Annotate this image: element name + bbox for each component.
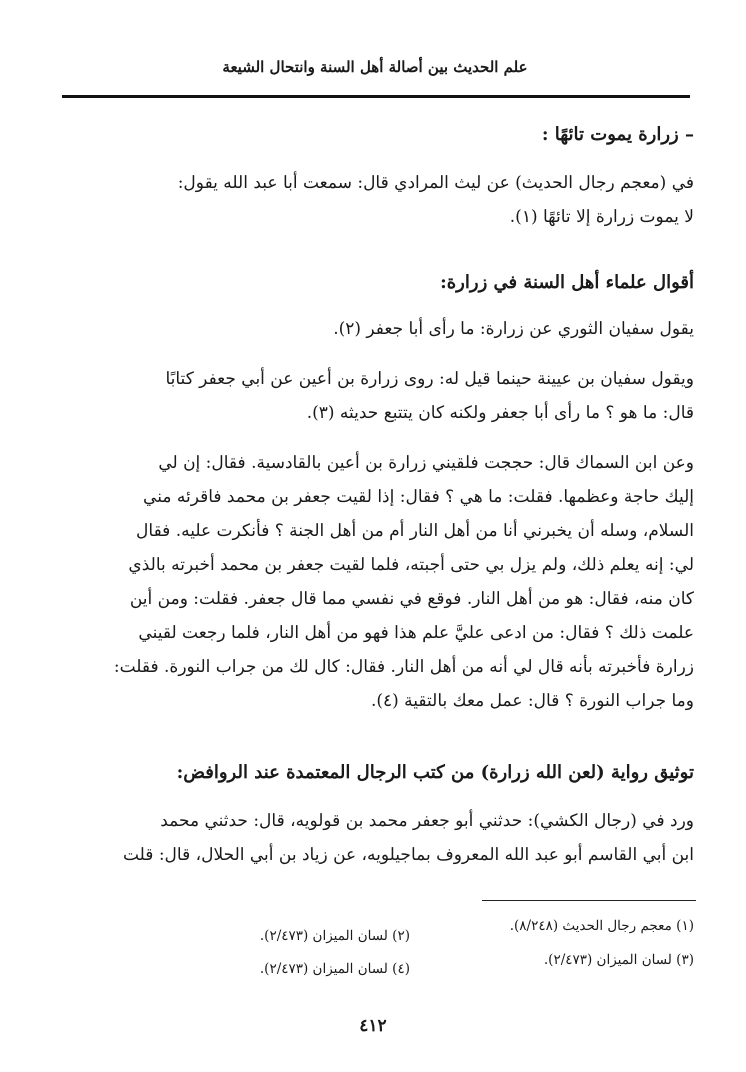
section-heading-sunni-scholars: أقوال علماء أهل السنة في زرارة: [440,272,694,293]
text-line: علمت ذلك ؟ فقال: من ادعى عليَّ علم هذا فهو من أهل النار، فلما رجعت لقيني [138,623,694,643]
text-line: كان منه، فقال: هو من أهل النار. فوقع في نفسي مما قال جعفر. فقلت: ومن أين [129,589,694,609]
text-line: وما جراب النورة ؟ قال: عمل معك بالتقية (٤). [370,691,694,711]
paragraph-thawri [62,312,694,346]
text-line: ويقول سفيان بن عيينة حينما قيل له: روى زرارة بن أعين عن أبي جعفر كتابًا [165,369,694,389]
footnote-3: (٣) لسان الميزان (٢/٤٧٣). [543,952,694,968]
paragraph-uyayna [62,362,694,430]
text-line: قال: ما هو ؟ ما رأى أبا جعفر ولكنه كان يتتبع حديثه (٣). [306,403,694,423]
text-line: لا يموت زرارة إلا تائهًا (١). [509,207,694,227]
text-line: زرارة فأخبرته بأنه قال لي أنه من أهل النار. فقال: كال لك من جراب النورة. فقلت: [113,657,694,677]
paragraph-ibn-sammak [62,446,694,718]
paragraph-mujam-quote [62,166,694,234]
section-heading-zurara-dies-lost: – زرارة يموت تائهًا : [541,124,694,145]
footnote-1: (١) معجم رجال الحديث (٨/٢٤٨). [509,918,694,934]
text-line: يقول سفيان الثوري عن زرارة: ما رأى أبا جعفر (٢). [333,319,694,339]
text-line: السلام، وسله أن يخبرني أنا من أهل النار أم من أهل الجنة ؟ فأنكرت عليه. فقال [136,521,694,541]
paragraph-kashshi [62,804,694,872]
text-line: في (معجم رجال الحديث) عن ليث المرادي قال: سمعت أبا عبد الله يقول: [177,173,694,193]
page-number: ٤١٢ [359,1016,387,1036]
footnote-rule [482,900,696,901]
text-line: وعن ابن السماك قال: حججت فلقيني زرارة بن أعين بالقادسية. فقال: إن لي [158,453,694,473]
text-line: إليك حاجة وعظمها. فقلت: ما هي ؟ فقال: إذا لقيت جعفر بن محمد فاقرئه مني [143,487,694,507]
header-rule [62,95,690,98]
footnote-4: (٤) لسان الميزان (٢/٤٧٣). [259,961,410,977]
text-line: لي: إنه يعلم ذلك، ولم يزل بي حتى أجبته، فلما لقيت جعفر بن محمد أخبرته بالذي [128,555,694,575]
running-header: علم الحديث بين أصالة أهل السنة وانتحال الشيعة [222,58,528,76]
section-heading-documentation: توثيق رواية (لعن الله زرارة) من كتب الرجال المعتمدة عند الروافض: [176,762,694,783]
footnote-2: (٢) لسان الميزان (٢/٤٧٣). [259,928,410,944]
text-line: ورد في (رجال الكشي): حدثني أبو جعفر محمد بن قولويه، قال: حدثني محمد [160,811,694,831]
text-line: ابن أبي القاسم أبو عبد الله المعروف بماجيلويه، عن زياد بن أبي الحلال، قال: قلت [122,845,694,865]
